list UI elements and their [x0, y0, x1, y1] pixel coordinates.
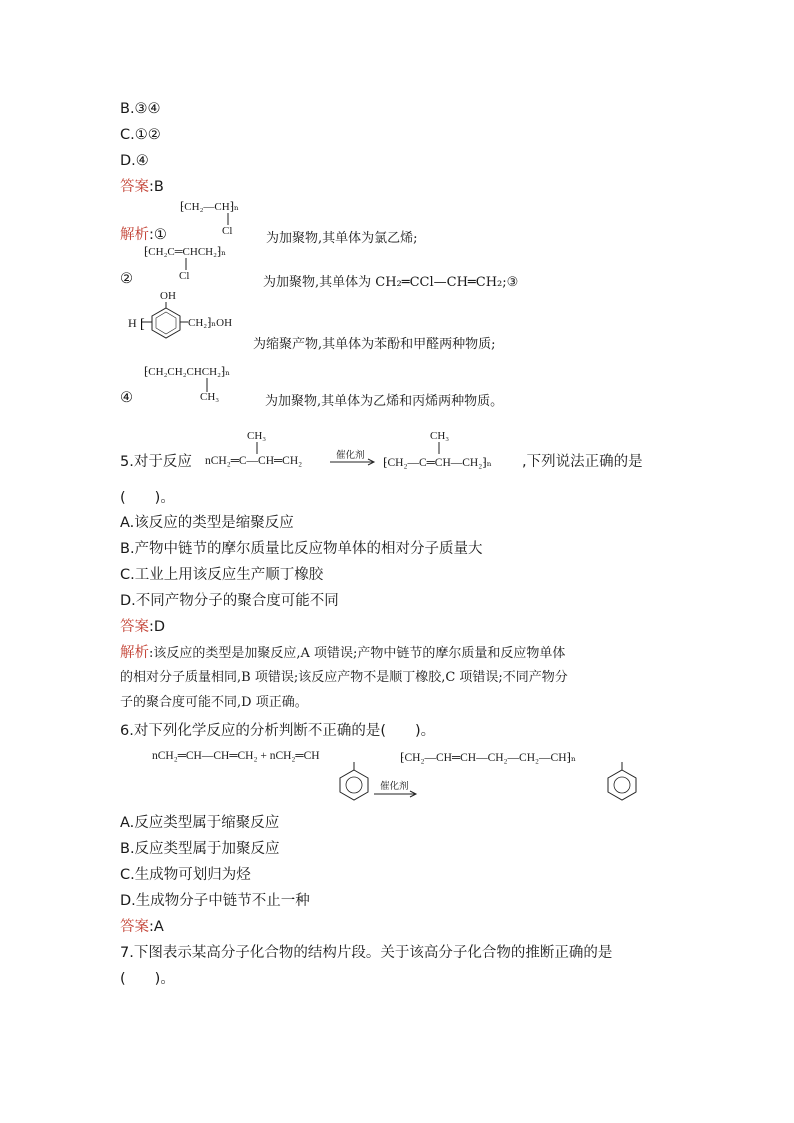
- item-2-text: 为加聚物,其单体为 CH₂═CCl—CH═CH₂;③: [263, 275, 519, 290]
- q6-reaction-arrow-icon: [374, 790, 420, 798]
- item-1-text: 为加聚物,其单体为氯乙烯;: [266, 231, 418, 246]
- formula-2-substituent: Cl: [179, 270, 190, 282]
- q5-stem-start: 5.对于反应: [120, 454, 192, 470]
- q7-paren: ( )。: [120, 971, 175, 987]
- q5-option-a: A.该反应的类型是缩聚反应: [120, 515, 294, 531]
- option-d: D.④: [120, 153, 149, 169]
- formula-4-chain: ⁅CH₂CH₂CHCH₂⁆ₙ: [144, 366, 230, 378]
- formula-1-substituent: Cl: [222, 225, 233, 237]
- q6-option-b: B.反应类型属于加聚反应: [120, 841, 280, 857]
- q5-analysis-text-1: :该反应的类型是加聚反应,A 项错误;产物中链节的摩尔质量和反应物单体: [149, 646, 566, 661]
- q5-option-c: C.工业上用该反应生产顺丁橡胶: [120, 567, 324, 583]
- q6-option-a: A.反应类型属于缩聚反应: [120, 815, 280, 831]
- reaction-arrow-icon: [330, 458, 378, 466]
- q6-catalyst: 催化剂: [380, 782, 409, 792]
- q5-catalyst: 催化剂: [336, 451, 365, 461]
- q5-analysis-label: 解析: [120, 645, 149, 661]
- formula-3-oh: OH: [160, 290, 176, 302]
- item-4-text: 为加聚物,其单体为乙烯和丙烯两种物质。: [265, 394, 504, 409]
- item-3-text: 为缩聚产物,其单体为苯酚和甲醛两种物质;: [253, 337, 496, 352]
- item-1-marker: :①: [149, 227, 167, 243]
- analysis-line-1: [120, 225, 167, 245]
- q5-analysis-line-1: [120, 643, 676, 664]
- q5-reactant-bond: [255, 442, 259, 454]
- formula-1-bond: [226, 213, 230, 225]
- q5-product-methyl: CH₃: [430, 430, 450, 442]
- q7-stem: 7.下图表示某高分子化合物的结构片段。关于该高分子化合物的推断正确的是: [120, 945, 613, 961]
- answer-label: 答案: [120, 179, 149, 195]
- q5-reactant-methyl: CH₃: [247, 430, 267, 442]
- item-2-marker: ②: [120, 271, 133, 287]
- formula-3-h: H: [128, 316, 137, 330]
- q6-product-benzene-icon: [604, 762, 644, 806]
- q5-option-b: B.产物中链节的摩尔质量比反应物单体的相对分子质量大: [120, 541, 483, 557]
- q6-stem: 6.对下列化学反应的分析判断不正确的是( )。: [120, 723, 436, 739]
- q5-option-d: D.不同产物分子的聚合度可能不同: [120, 593, 339, 609]
- option-c: C.①②: [120, 127, 161, 143]
- q5-product-bond: [437, 442, 441, 454]
- q5-reactant: nCH₂═C—CH═CH₂: [205, 455, 303, 467]
- q6-answer-value: :A: [149, 919, 164, 935]
- q6-answer-label: 答案: [120, 919, 149, 935]
- q6-product: ⁅CH₂—CH═CH—CH₂—CH₂—CH⁆ₙ: [400, 752, 576, 764]
- svg-text:[: [: [140, 317, 145, 332]
- formula-2-bond: [184, 258, 188, 270]
- formula-4-substituent: CH₃: [200, 391, 220, 403]
- q6-option-d: D.生成物分子中链节不止一种: [120, 893, 310, 909]
- q5-stem-end: ,下列说法正确的是: [522, 454, 643, 470]
- q6-reactants: nCH₂═CH—CH═CH₂ + nCH₂═CH: [152, 750, 320, 762]
- q5-analysis-line-3: 子的聚合度可能不同,D 项正确。: [120, 695, 308, 710]
- q6-reactant-benzene-icon: [336, 762, 376, 806]
- formula-4-bond: [205, 378, 209, 392]
- answer-line: [120, 177, 164, 197]
- q5-answer-label: 答案: [120, 619, 149, 635]
- option-b: B.③④: [120, 101, 161, 117]
- q6-option-c: C.生成物可划归为烃: [120, 867, 251, 883]
- q5-analysis-line-2: 的相对分子质量相同,B 项错误;该反应产物不是顺丁橡胶,C 项错误;不同产物分: [120, 670, 568, 685]
- analysis-label: 解析: [120, 227, 149, 243]
- formula-1-chain: ⁅CH₂—CH⁆ₙ: [180, 201, 239, 213]
- q6-answer-line: [120, 917, 164, 937]
- q5-answer-value: :D: [149, 619, 166, 635]
- q5-answer-line: [120, 617, 165, 637]
- formula-3-chain: CH₂⁆ₙOH: [188, 317, 233, 329]
- q5-paren: ( )。: [120, 490, 175, 506]
- answer-value: :B: [149, 179, 164, 195]
- benzene-ring-icon: [138, 300, 188, 340]
- item-4-marker: ④: [120, 390, 133, 406]
- q5-product: ⁅CH₂—C═CH—CH₂⁆ₙ: [383, 457, 492, 469]
- formula-2-chain: ⁅CH₂C═CHCH₂⁆ₙ: [144, 246, 226, 258]
